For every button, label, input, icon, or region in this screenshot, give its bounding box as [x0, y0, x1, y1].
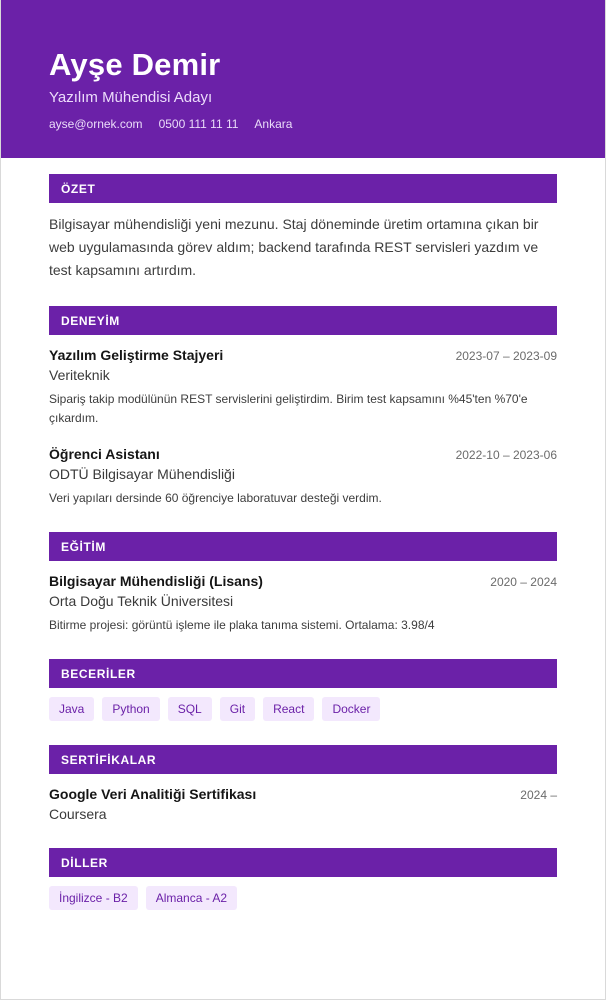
- section-languages: [49, 848, 557, 910]
- entry-title: Google Veri Analitiği Sertifikası: [49, 786, 257, 802]
- section-heading-certificates: SERTİFİKALAR: [49, 745, 557, 774]
- section-heading-summary: ÖZET: [49, 174, 557, 203]
- language-tag: İngilizce - B2: [49, 886, 138, 910]
- skill-tags: [49, 697, 557, 721]
- entry-description: Veri yapıları dersinde 60 öğrenciye laboratuvar desteği verdim.: [49, 491, 382, 505]
- skill-tag: Python: [102, 697, 159, 721]
- entry-header: [49, 784, 557, 804]
- certificate-entry: [49, 784, 557, 824]
- entry-organization: ODTÜ Bilgisayar Mühendisliği: [49, 466, 235, 482]
- section-heading-skills: BECERİLER: [49, 659, 557, 688]
- language-tags: [49, 886, 557, 910]
- skill-tag: React: [263, 697, 314, 721]
- section-certificates: [49, 745, 557, 824]
- entry-description: Sipariş takip modülünün REST servislerini geliştirdim. Birim test kapsamını %45'ten %70'e çıkardım.: [49, 392, 528, 425]
- skill-tag: Docker: [322, 697, 380, 721]
- entry-organization: Coursera: [49, 806, 107, 822]
- contact-info: [49, 117, 557, 131]
- entry-organization: Veriteknik: [49, 367, 110, 383]
- section-summary: [49, 174, 557, 282]
- language-tag: Almanca - A2: [146, 886, 237, 910]
- entry-organization: Orta Doğu Teknik Üniversitesi: [49, 593, 234, 609]
- skill-tag: SQL: [168, 697, 212, 721]
- entry-date: 2022-10 – 2023-06: [455, 448, 557, 462]
- entry-title: Yazılım Geliştirme Stajyeri: [49, 347, 224, 363]
- entry-description: Bitirme projesi: görüntü işleme ile plaka tanıma sistemi. Ortalama: 3.98/4: [49, 618, 435, 632]
- section-heading-education: EĞİTİM: [49, 532, 557, 561]
- contact-city: Ankara: [254, 117, 293, 131]
- entry-title: Bilgisayar Mühendisliği (Lisans): [49, 573, 263, 589]
- skill-tag: Java: [49, 697, 94, 721]
- experience-entry: [49, 444, 557, 508]
- entry-date: 2020 – 2024: [490, 575, 557, 589]
- entry-date: 2023-07 – 2023-09: [455, 349, 557, 363]
- section-education: [49, 532, 557, 635]
- contact-phone: 0500 111 11 11: [158, 117, 239, 131]
- experience-entry: [49, 345, 557, 428]
- entry-date: 2024 –: [520, 788, 557, 802]
- entry-header: [49, 345, 557, 365]
- section-heading-experience: DENEYİM: [49, 306, 557, 335]
- resume-header: [1, 0, 605, 158]
- entry-header: [49, 571, 557, 591]
- section-experience: [49, 306, 557, 508]
- person-name: Ayşe Demir: [49, 47, 221, 82]
- contact-email: ayse@ornek.com: [49, 117, 143, 131]
- entry-title: Öğrenci Asistanı: [49, 446, 160, 462]
- skill-tag: Git: [220, 697, 255, 721]
- summary-text: Bilgisayar mühendisliği yeni mezunu. Staj döneminde üretim ortamına çıkan bir web uygulamasında görev aldım; backend tarafında REST servisleri yazdım ve test kapsamını artırdım.: [49, 216, 539, 278]
- entry-header: [49, 444, 557, 464]
- resume-content: [1, 158, 605, 910]
- section-skills: [49, 659, 557, 721]
- section-heading-languages: DİLLER: [49, 848, 557, 877]
- education-entry: [49, 571, 557, 635]
- person-title: Yazılım Mühendisi Adayı: [49, 89, 213, 106]
